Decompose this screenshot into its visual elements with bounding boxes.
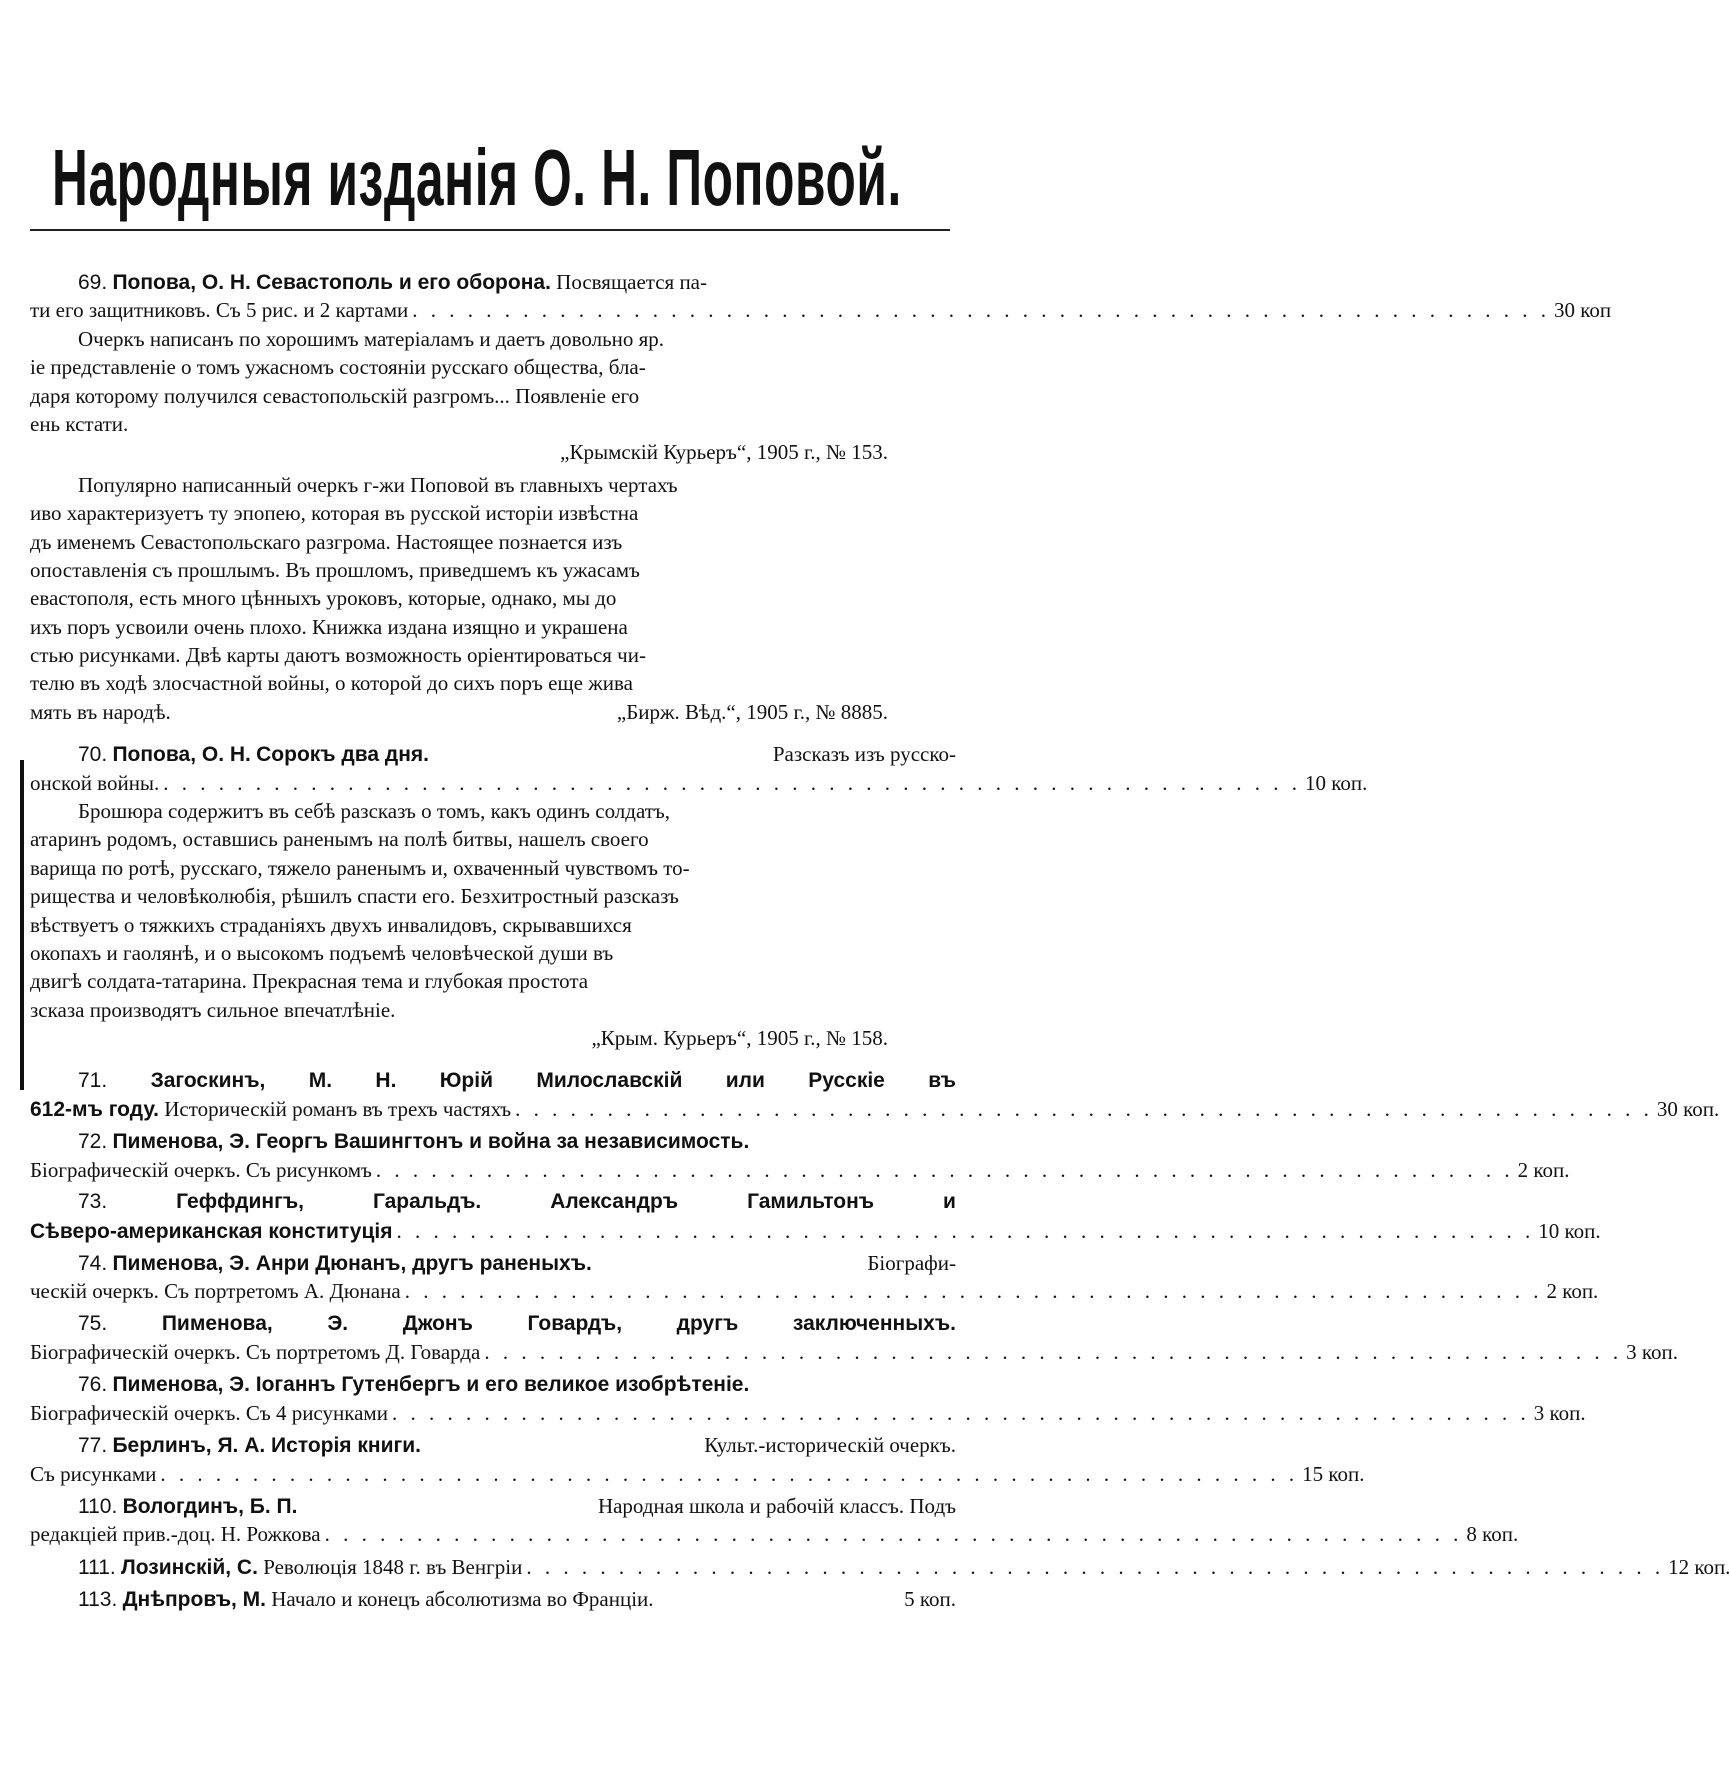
- entry-heading-word: Э.: [327, 1311, 349, 1335]
- entry-number: 70.: [78, 743, 108, 767]
- entry-heading-word: заключенныхъ.: [792, 1311, 956, 1335]
- review-line: телю въ ходѣ злосчастной войны, о которой до сихъ поръ еще жива: [30, 671, 633, 696]
- entry-title: Берлинъ, Я. А. Исторія книги.: [112, 1434, 421, 1458]
- entry-70-price-line: [30, 769, 1368, 797]
- entry-77-price-line: [30, 1460, 1365, 1488]
- catalog-content: [30, 268, 1730, 1614]
- dot-leader: . . . . . . . . . . . . . . . . . . . . . . . . . . . . . . . . . . . . . . . . . . . . . . . . . . . . . . . . . . . . . .: [396, 1218, 1535, 1243]
- entry-description: Біографическій очеркъ. Съ портретомъ Д. Говарда: [30, 1340, 481, 1365]
- review-line: Брошюра содержитъ въ себѣ разсказъ о томъ, какъ одинъ солдатъ,: [78, 799, 671, 824]
- entry-price: 3 коп.: [1533, 1400, 1586, 1425]
- entry-heading-word: Милославскій: [536, 1068, 683, 1092]
- review-line: дъ именемъ Севастопольскаго разгрома. Настоящее познается изъ: [30, 529, 623, 554]
- review-source: „Крым. Курьеръ“, 1905 г., № 158.: [591, 1026, 888, 1051]
- entry-description: Революція 1848 г. въ Венгріи: [263, 1554, 523, 1579]
- entry-price: 10 коп.: [1305, 770, 1368, 795]
- review-line: опоставленія съ прошлымъ. Въ прошломъ, приведшемъ къ ужасамъ: [30, 557, 640, 582]
- entry-description: ти его защитниковъ. Съ 5 рис. и 2 картами: [30, 298, 409, 323]
- review-line: иво характеризуетъ ту эпопею, которая въ русской исторіи извѣстна: [30, 501, 639, 526]
- entry-price: 15 коп.: [1302, 1461, 1365, 1486]
- entry-110-heading: [30, 1492, 956, 1520]
- entry-author: Попова, О. Н.: [112, 743, 251, 767]
- entry-number: 72.: [78, 1130, 108, 1154]
- dot-leader: . . . . . . . . . . . . . . . . . . . . . . . . . . . . . . . . . . . . . . . . . . . . . . . . . . . . . . . . . . . . . .: [160, 1461, 1299, 1486]
- entry-heading-word: Александръ: [550, 1190, 679, 1214]
- entry-title: Пименова, Э. Іоганнъ Гутенбергъ и его великое изобрѣтеніе.: [112, 1373, 750, 1397]
- entry-author: Днѣпровъ, М.: [122, 1588, 267, 1612]
- entry-description: редакціей прив.-доц. Н. Рожкова: [30, 1522, 321, 1547]
- entry-75-price-line: [30, 1338, 1678, 1366]
- dot-leader: . . . . . . . . . . . . . . . . . . . . . . . . . . . . . . . . . . . . . . . . . . . . . . . . . . . . . . . . . . . . . .: [391, 1400, 1530, 1425]
- entry-76-price-line: [30, 1399, 1586, 1427]
- title-rule: [30, 229, 950, 231]
- entry-author: Вологдинъ, Б. П.: [122, 1495, 298, 1519]
- entry-113-line: [30, 1585, 956, 1613]
- review-line: ень кстати.: [30, 411, 129, 436]
- entry-price: 2 коп.: [1546, 1279, 1599, 1304]
- entry-70-heading: [30, 740, 956, 768]
- entry-73-heading: [30, 1188, 956, 1216]
- entry-72-price-line: [30, 1156, 1570, 1184]
- entry-77-heading: [30, 1431, 956, 1459]
- entry-description: Культ.-историческій очеркъ.: [704, 1433, 956, 1458]
- entry-number: 74.: [78, 1251, 108, 1275]
- entry-heading-word: Загоскинъ,: [150, 1068, 266, 1092]
- review-line: мять въ народѣ.: [30, 699, 171, 724]
- entry-description: Народная школа и рабочій классъ. Подъ: [597, 1494, 956, 1519]
- entry-heading-word: Гамильтонъ: [747, 1190, 875, 1214]
- entry-title: Севастополь и его оборона.: [256, 271, 551, 294]
- entry-heading-word: Н.: [375, 1068, 397, 1092]
- entry-heading-word: Джонъ: [402, 1311, 473, 1335]
- entry-heading-word: Гаральдъ.: [372, 1190, 482, 1214]
- entry-description: Біографическій очеркъ. Съ 4 рисунками: [30, 1400, 388, 1425]
- entry-heading-word: другъ: [676, 1311, 739, 1335]
- entry-76-heading: [30, 1370, 956, 1398]
- entry-description: онской войны.: [30, 770, 160, 795]
- entry-111-line: [30, 1553, 1730, 1581]
- review-source: „Бирж. Вѣд.“, 1905 г., № 8885.: [616, 699, 888, 724]
- entry-description: Разсказъ изъ русско-: [772, 742, 956, 767]
- review-line: евастополя, есть много цѣнныхъ уроковъ, которые, однако, мы до: [30, 586, 617, 611]
- dot-leader: . . . . . . . . . . . . . . . . . . . . . . . . . . . . . . . . . . . . . . . . . . . . . . . . . . . . . . . . . . . . . .: [324, 1522, 1463, 1547]
- entry-heading-word: въ: [928, 1068, 956, 1092]
- entry-author: Попова, О. Н.: [112, 271, 251, 294]
- entry-title: Сорокъ два дня.: [256, 743, 430, 767]
- entry-73-price-line: [30, 1217, 1601, 1245]
- entry-69-price-line: [30, 296, 1612, 324]
- dot-leader: . . . . . . . . . . . . . . . . . . . . . . . . . . . . . . . . . . . . . . . . . . . . . . . . . . . . . . . . . . . . . .: [484, 1340, 1623, 1365]
- entry-price: 10 коп.: [1538, 1218, 1601, 1243]
- dot-leader: . . . . . . . . . . . . . . . . . . . . . . . . . . . . . . . . . . . . . . . . . . . . . . . . . . . . . . . . . . . . . .: [163, 770, 1302, 795]
- entry-number: 69.: [78, 271, 108, 294]
- entry-74-price-line: [30, 1277, 1599, 1305]
- entry-price: 2 коп.: [1517, 1157, 1570, 1182]
- entry-number: 110.: [78, 1495, 118, 1519]
- review-line: зсказа производятъ сильное впечатлѣніе.: [30, 997, 396, 1022]
- entry-description: Посвящается па-: [556, 270, 707, 294]
- review-source: „Крымскій Курьеръ“, 1905 г., № 153.: [560, 440, 888, 465]
- page-title: Народныя изданія О. Н. Поповой.: [52, 133, 902, 222]
- entry-description: Съ рисунками: [30, 1461, 157, 1486]
- entry-number: 73.: [78, 1190, 108, 1214]
- entry-price: 5 коп.: [904, 1587, 956, 1612]
- entry-heading-word: Русскіе: [808, 1068, 885, 1092]
- entry-title: 612-мъ году.: [30, 1097, 159, 1121]
- review-line: окопахъ и гаолянѣ, и о высокомъ подъемѣ человѣческой души въ: [30, 940, 614, 965]
- entry-title: Пименова, Э. Анри Дюнанъ, другъ раненыхъ.: [112, 1251, 592, 1275]
- entry-heading-word: Юрій: [439, 1068, 493, 1092]
- entry-number: 71.: [78, 1068, 108, 1092]
- entry-price: 3 коп.: [1626, 1340, 1678, 1365]
- entry-number: 113.: [78, 1588, 118, 1612]
- page-edge-shadow: [20, 760, 24, 1090]
- review-line: варища по ротѣ, русскаго, тяжело раненымъ и, охваченный чувствомъ то-: [30, 855, 690, 880]
- entry-72-heading: [30, 1127, 956, 1155]
- review-line: вѣствуетъ о тяжкихъ страданіяхъ двухъ инвалидовъ, скрывавшихся: [30, 912, 632, 937]
- review-line: стью рисунками. Двѣ карты даютъ возможность оріентироваться чи-: [30, 643, 646, 668]
- entry-price: 30 коп: [1554, 298, 1612, 323]
- entry-author: Лозинскій, С.: [121, 1555, 258, 1579]
- entry-title: Сѣверо-американская конституція: [30, 1219, 393, 1243]
- entry-69-heading: [30, 268, 956, 296]
- review-line: двигѣ солдата-татарина. Прекрасная тема и глубокая простота: [30, 969, 589, 994]
- entry-price: 12 коп.: [1668, 1554, 1730, 1579]
- dot-leader: . . . . . . . . . . . . . . . . . . . . . . . . . . . . . . . . . . . . . . . . . . . . . . . . . . . . . . . . . . . . . .: [404, 1279, 1543, 1304]
- entry-74-heading: [30, 1249, 956, 1277]
- entry-description: Историческій романъ въ трехъ частяхъ: [164, 1096, 512, 1121]
- entry-title: Пименова, Э. Георгъ Вашингтонъ и война за независимость.: [112, 1130, 750, 1154]
- review-line: Очеркъ написанъ по хорошимъ матеріаламъ и даетъ довольно яр.: [78, 326, 665, 351]
- review-line: атаринъ родомъ, оставшись раненымъ на полѣ битвы, нашелъ своего: [30, 827, 649, 852]
- entry-heading-word: Говардъ,: [527, 1311, 623, 1335]
- entry-price: 30 коп.: [1656, 1096, 1720, 1121]
- entry-description: Біографи-: [867, 1250, 956, 1275]
- review-last-line: [30, 698, 956, 726]
- entry-75-heading: [30, 1310, 956, 1338]
- entry-heading-word: М.: [308, 1068, 333, 1092]
- review-line: Популярно написанный очеркъ г-жи Поповой въ главныхъ чертахъ: [78, 472, 678, 497]
- entry-heading-word: Геффдингъ,: [176, 1190, 304, 1214]
- dot-leader: . . . . . . . . . . . . . . . . . . . . . . . . . . . . . . . . . . . . . . . . . . . . . . . . . . . . . . . . . . . . . .: [515, 1096, 1653, 1121]
- review-line: іе представленіе о томъ ужасномъ состояніи русскаго общества, бла-: [30, 355, 646, 380]
- entry-110-price-line: [30, 1520, 1519, 1548]
- entry-heading-word: или: [725, 1068, 765, 1092]
- entry-description: Начало и конецъ абсолютизма во Франціи.: [271, 1587, 654, 1612]
- entry-description: ческій очеркъ. Съ портретомъ А. Дюнана: [30, 1279, 401, 1304]
- entry-number: 75.: [78, 1311, 108, 1335]
- entry-price: 8 коп.: [1466, 1522, 1519, 1547]
- entry-number: 77.: [78, 1434, 108, 1458]
- entry-number: 76.: [78, 1373, 108, 1397]
- review-line: ихъ поръ усвоили очень плохо. Книжка издана изящно и украшена: [30, 614, 628, 639]
- entry-71-heading: [30, 1067, 956, 1095]
- entry-heading-word: и: [943, 1190, 956, 1214]
- entry-description: Біографическій очеркъ. Съ рисункомъ: [30, 1157, 372, 1182]
- entry-heading-word: Пименова,: [161, 1311, 273, 1335]
- entry-71-price-line: [30, 1095, 1720, 1123]
- entry-number: 111.: [78, 1555, 116, 1579]
- review-line: рищества и человѣколюбія, рѣшилъ спасти его. Безхитростный разсказъ: [30, 884, 679, 909]
- review-line: даря которому получился севастопольскій разгромъ... Появленіе его: [30, 383, 640, 408]
- dot-leader: . . . . . . . . . . . . . . . . . . . . . . . . . . . . . . . . . . . . . . . . . . . . . . . . . . . . . . . . . . . . . .: [526, 1554, 1665, 1579]
- dot-leader: . . . . . . . . . . . . . . . . . . . . . . . . . . . . . . . . . . . . . . . . . . . . . . . . . . . . . . . . . . . . . .: [412, 298, 1551, 323]
- dot-leader: . . . . . . . . . . . . . . . . . . . . . . . . . . . . . . . . . . . . . . . . . . . . . . . . . . . . . . . . . . . . . .: [375, 1157, 1514, 1182]
